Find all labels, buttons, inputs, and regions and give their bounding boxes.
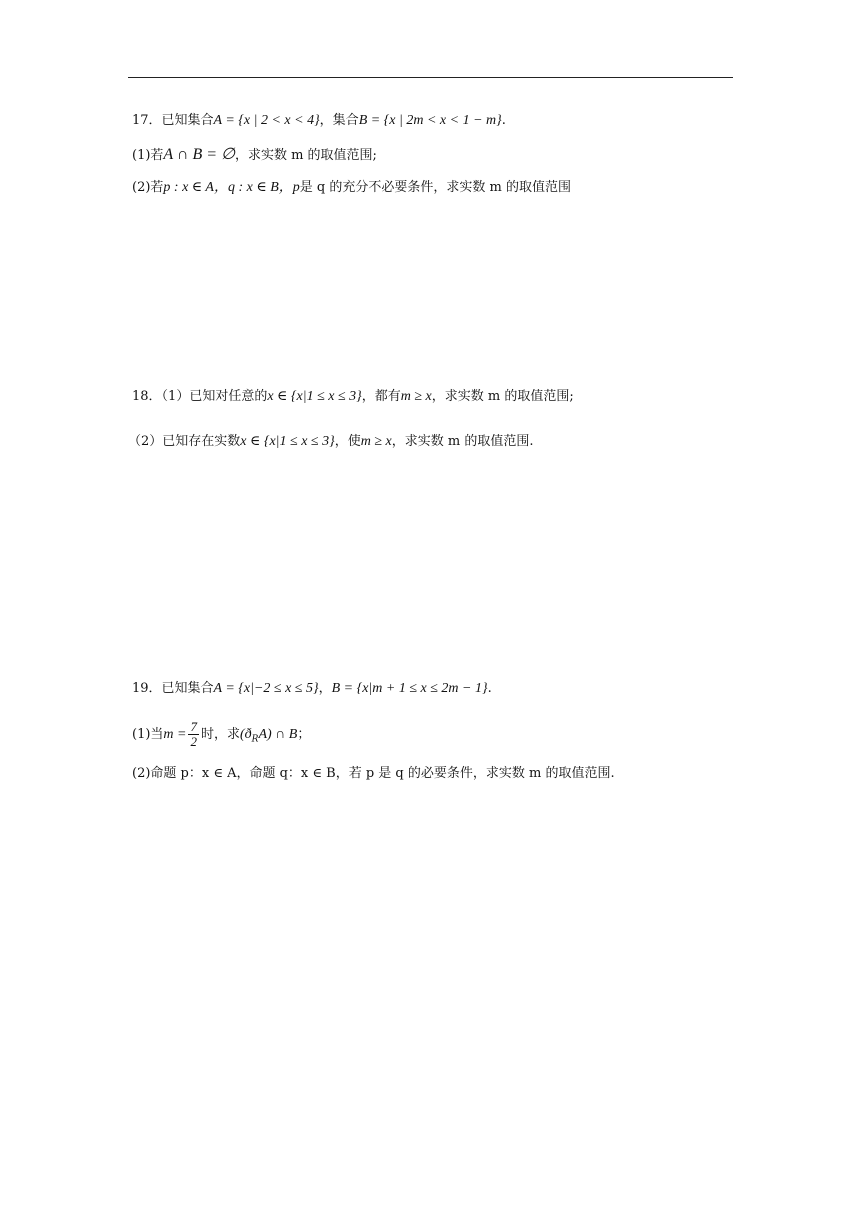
q18-p2-prefix: （2）已知存在实数 bbox=[128, 434, 241, 449]
q19-end: . bbox=[487, 681, 492, 696]
q19-frac-num: 7 bbox=[190, 719, 197, 734]
q19-set-b: B = {x|m + 1 ≤ x ≤ 2m − 1} bbox=[331, 681, 488, 696]
q17-p1-prefix: (1)若 bbox=[132, 148, 164, 163]
q17-mid-text: ，集合 bbox=[319, 113, 359, 128]
q19-frac-den: 2 bbox=[190, 734, 197, 749]
q19-p1-end: ； bbox=[297, 727, 311, 742]
q18-part-1 bbox=[132, 387, 574, 407]
q19-part-2 bbox=[132, 764, 615, 784]
q18-p2-mid: ，使 bbox=[334, 434, 361, 449]
q17-set-b: B = {x | 2m < x < 1 − m} bbox=[358, 113, 502, 128]
q19-p2-text: (2)命题 p：x ∈ A，命题 q：x ∈ B，若 p 是 q 的必要条件，求实数 m 的取值范围. bbox=[132, 766, 615, 781]
q18-p2-math: x ∈ {x|1 ≤ x ≤ 3} bbox=[240, 434, 335, 449]
q18-p1-mid: ，都有 bbox=[361, 389, 401, 404]
q19-p1-prefix: (1)当 bbox=[132, 727, 164, 742]
q18-p1-prefix: 18．（1）已知对任意的 bbox=[132, 389, 268, 404]
q17-part-1 bbox=[132, 145, 377, 166]
q19-stem bbox=[132, 679, 492, 699]
q19-p1-sub: R bbox=[251, 734, 259, 745]
q19-fraction bbox=[188, 720, 199, 749]
q18-p1-text: ，求实数 m 的取值范围; bbox=[431, 389, 574, 404]
q17-end: . bbox=[501, 113, 506, 128]
q18-p1-math2: m ≥ x bbox=[400, 389, 432, 404]
q18-p2-math2: m ≥ x bbox=[360, 434, 392, 449]
q17-stem bbox=[132, 111, 506, 131]
q19-stem-text: 19．已知集合 bbox=[132, 681, 214, 696]
q19-p1-math3: A) ∩ B bbox=[258, 727, 298, 742]
q18-p2-text: ，求实数 m 的取值范围. bbox=[391, 434, 534, 449]
q19-mid-text: ， bbox=[318, 681, 332, 696]
q19-set-a: A = {x|−2 ≤ x ≤ 5} bbox=[213, 681, 319, 696]
q17-part-2 bbox=[132, 178, 571, 198]
q18-part-2 bbox=[128, 432, 533, 452]
q17-p1-math: A ∩ B = ∅ bbox=[163, 146, 235, 163]
q19-p1-mid: 时，求 bbox=[200, 727, 240, 742]
q19-p1-math: m = bbox=[163, 727, 187, 742]
q17-p1-text: ，求实数 m 的取值范围; bbox=[234, 148, 377, 163]
header-rule bbox=[128, 77, 733, 78]
q18-p1-math: x ∈ {x|1 ≤ x ≤ 3} bbox=[267, 389, 362, 404]
q17-stem-text: 17．已知集合 bbox=[132, 113, 214, 128]
q17-p2-math: p : x ∈ A，q : x ∈ B，p bbox=[163, 180, 300, 195]
q17-p2-prefix: (2)若 bbox=[132, 180, 164, 195]
q19-part-1 bbox=[132, 720, 310, 755]
q17-p2-text: 是 q 的充分不必要条件，求实数 m 的取值范围 bbox=[299, 180, 571, 195]
q19-p1-complement: (ð bbox=[240, 727, 252, 742]
q17-set-a: A = {x | 2 < x < 4} bbox=[213, 113, 320, 128]
